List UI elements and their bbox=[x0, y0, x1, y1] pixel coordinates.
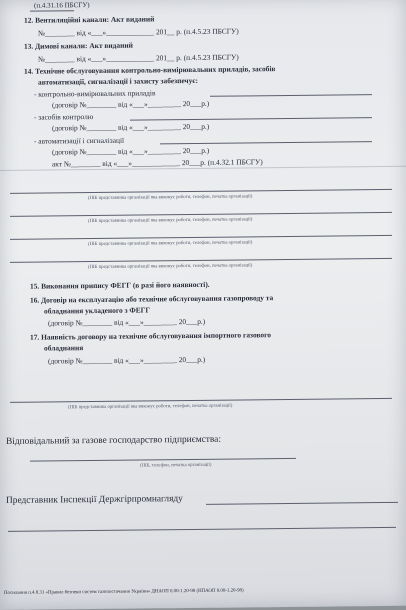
act-line: акт №________ від «___»_____________ 20___р. (п.4.32.1 ПБСГУ) bbox=[52, 157, 263, 169]
caption-1: (ПІБ представника організації яка виконує роботи, телефон, печатка організації) bbox=[88, 194, 253, 202]
item-16-title: 16. Договір на експлуатацію або технічне обслуговування газопроводу та bbox=[30, 293, 274, 305]
caption-5: (ПІБ представника організації яка виконує роботи, телефон, печатка організації) bbox=[68, 403, 233, 411]
caption-4: (ПІБ представника організації яка виконує роботи, телефон, печатка організації) bbox=[88, 263, 253, 271]
top-reference: (п.4.31.16 ПБСГУ) bbox=[34, 1, 90, 10]
control-contract: (договір №________ від «___»_________ 20___р.) bbox=[52, 121, 210, 133]
item-17-title: 17. Наявність договору на технічне обслуговування імпортного газового bbox=[30, 330, 271, 342]
responsible-label: Відповідальний за газове господарство підприємства: bbox=[6, 434, 221, 447]
signature-line-4 bbox=[10, 258, 392, 263]
item-14-title-cont: автоматизації, сигналізації і захисту забезпечує: bbox=[38, 75, 198, 87]
item-12-act-line: №________ від «___»_____________ 201__ р. (п.4.5.23 ПБСГУ) bbox=[38, 26, 239, 38]
caption-3: (ПІБ представника організації яка виконує роботи, телефон, печатка організації) bbox=[88, 240, 253, 248]
item-14-title: 14. Технічне обслуговування контрольно-вимірювальних приладів, засобів bbox=[24, 64, 276, 76]
caption-2: (ПІБ представника організації яка виконує роботи, телефон, печатка організації) bbox=[88, 217, 253, 225]
auto-signature-line bbox=[160, 141, 372, 144]
control-label: - засобів контролю bbox=[34, 112, 94, 122]
kvp-signature-line bbox=[210, 94, 372, 97]
auto-label: - автоматизації і сигналізації bbox=[34, 135, 125, 146]
inspector-signature-line bbox=[206, 502, 398, 505]
kvp-contract: (договір №________ від «___»_________ 20___р.) bbox=[52, 98, 210, 110]
inspector-label: Представник Інспекції Держгірпромнагляду bbox=[6, 494, 183, 506]
item-13-act-line: №________ від «___»_____________ 201__ р. (п.4.5.23 ПБСГУ) bbox=[38, 52, 239, 64]
item-13-title: 13. Димові канали: Акт виданий bbox=[24, 40, 133, 51]
responsible-signature-line bbox=[30, 458, 296, 462]
control-signature-line bbox=[130, 117, 372, 121]
signature-line-3 bbox=[10, 235, 392, 240]
signature-line-2 bbox=[10, 212, 392, 217]
item-17-contract: (договір №________ від «___»_________ 20___р.) bbox=[48, 354, 206, 366]
top-rule bbox=[30, 10, 74, 11]
kvp-label: - контрольно-вимірювальних приладів bbox=[34, 88, 156, 99]
signature-line-1 bbox=[10, 189, 392, 194]
auto-contract: (договір №________ від «___»_________ 20___р.) bbox=[52, 145, 210, 157]
item-15: 15. Виконання припису ФЕГГ (в разі його наявності). bbox=[30, 279, 210, 291]
item-12-title: 12. Вентиляційні канали: Акт виданий bbox=[24, 14, 155, 25]
item-17-title-cont: обладнання bbox=[44, 343, 84, 353]
item-16-contract: (договір №________ від «___»_________ 20___р.) bbox=[48, 316, 206, 328]
signature-line-5 bbox=[10, 398, 392, 403]
inspector-signature-line-2 bbox=[8, 527, 396, 532]
item-16-title-cont: обладнання укладеного з ФЕГГ bbox=[44, 305, 151, 316]
footer-reference: Посилання п.4.8.31 «Правил безпеки систем газопостачання України» ДНАОП 0.00-1.20-98 (НПАОП 0.00-1.20-98) bbox=[4, 588, 244, 596]
responsible-caption: (ПІБ, телефон, печатка організації) bbox=[140, 462, 212, 469]
